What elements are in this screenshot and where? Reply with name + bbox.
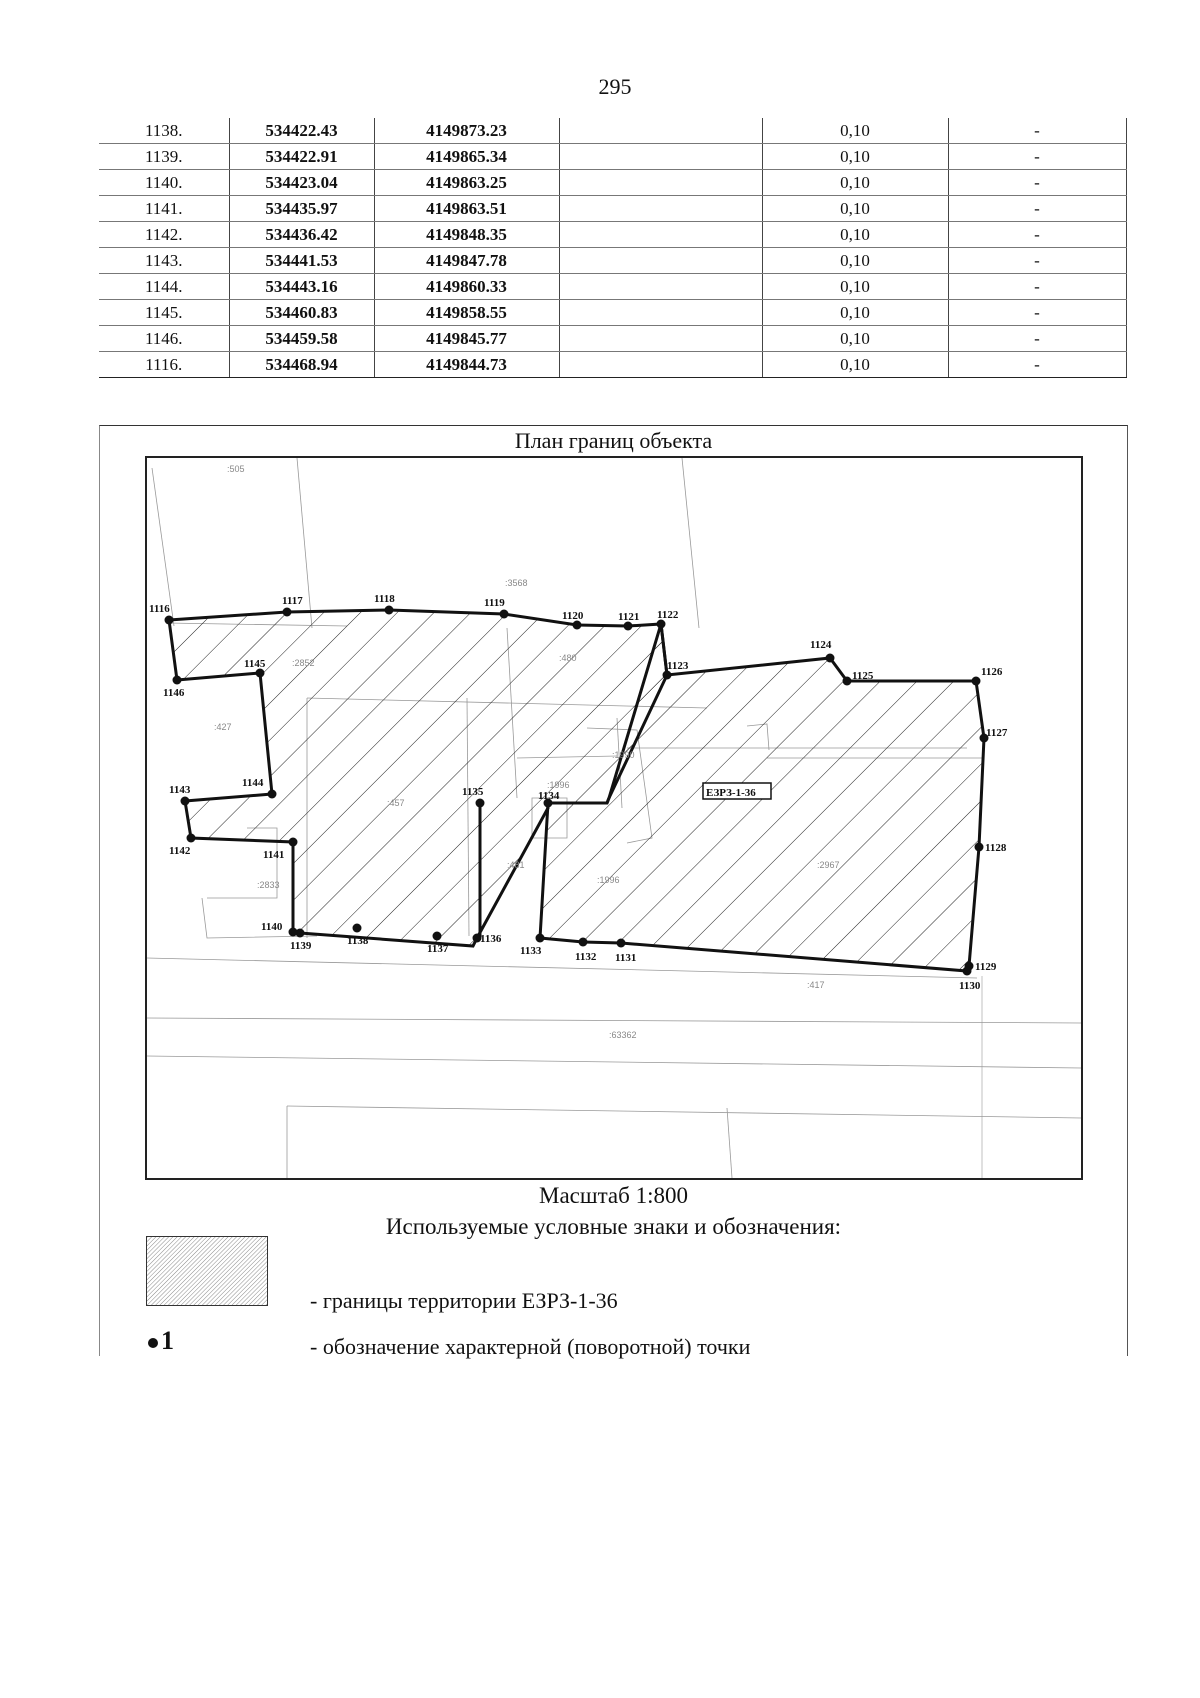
- table-cell-x: 534423.04: [229, 170, 374, 196]
- table-cell-y: 4149848.35: [374, 222, 559, 248]
- table-cell-num: 1144.: [99, 274, 229, 300]
- table-row: [99, 170, 1126, 196]
- boundary-point-marker: [536, 934, 545, 943]
- parcel-label: :63362: [609, 1030, 637, 1040]
- plan-frame: [99, 425, 1128, 1359]
- table-cell-note: -: [948, 222, 1126, 248]
- table-cell-accuracy: 0,10: [762, 300, 948, 326]
- table-cell-blank: [559, 170, 762, 196]
- boundary-point-marker: [289, 928, 298, 937]
- boundary-point-marker: [617, 939, 626, 948]
- boundary-point-label: 1131: [615, 952, 637, 964]
- table-cell-x: 534422.91: [229, 144, 374, 170]
- zone-label: ЕЗРЗ-1-36: [706, 787, 756, 799]
- table-cell-blank: [559, 274, 762, 300]
- boundary-point-marker: [283, 608, 292, 617]
- table-cell-y: 4149865.34: [374, 144, 559, 170]
- boundary-point-marker: [972, 677, 981, 686]
- table-cell-accuracy: 0,10: [762, 326, 948, 352]
- parcel-label: :505: [227, 464, 245, 474]
- table-cell-x: 534435.97: [229, 196, 374, 222]
- table-row: [99, 222, 1126, 248]
- table-cell-num: 1140.: [99, 170, 229, 196]
- boundary-point-marker: [476, 799, 485, 808]
- boundary-point-marker: [268, 790, 277, 799]
- boundary-point-label: 1120: [562, 610, 584, 622]
- boundary-map: [145, 456, 1083, 1180]
- table-row: [99, 300, 1126, 326]
- parcel-label: :480: [559, 653, 577, 663]
- legend-text-territory: - границы территории ЕЗРЗ-1-36: [310, 1288, 618, 1313]
- table-cell-accuracy: 0,10: [762, 274, 948, 300]
- boundary-point-marker: [187, 834, 196, 843]
- hatched-area-icon: [146, 1236, 268, 1306]
- boundary-point-label: 1117: [282, 595, 303, 607]
- boundary-point-label: 1129: [975, 961, 997, 973]
- boundary-point-marker: [181, 797, 190, 806]
- boundary-point-marker: [500, 610, 509, 619]
- table-cell-note: -: [948, 274, 1126, 300]
- table-cell-num: 1146.: [99, 326, 229, 352]
- table-row: [99, 274, 1126, 300]
- table-row: [99, 196, 1126, 222]
- table-row: [99, 248, 1126, 274]
- boundary-point-label: 1143: [169, 784, 191, 796]
- boundary-point-label: 1142: [169, 845, 191, 857]
- boundary-point-marker: [843, 677, 852, 686]
- table-cell-x: 534459.58: [229, 326, 374, 352]
- table-cell-num: 1116.: [99, 352, 229, 378]
- legend-point-symbol: 1: [161, 1326, 174, 1355]
- parcel-label: :2967: [817, 860, 840, 870]
- page-number: 295: [598, 74, 632, 99]
- boundary-point-label: 1146: [163, 687, 185, 699]
- table-cell-y: 4149863.51: [374, 196, 559, 222]
- parcel-label: :3568: [505, 578, 528, 588]
- boundary-point-marker: [963, 967, 972, 976]
- table-cell-num: 1139.: [99, 144, 229, 170]
- boundary-point-label: 1130: [959, 980, 981, 992]
- parcel-label: :1990: [612, 750, 635, 760]
- table-cell-blank: [559, 196, 762, 222]
- table-cell-y: 4149863.25: [374, 170, 559, 196]
- boundary-point-label: 1121: [618, 611, 640, 623]
- boundary-point-label: 1133: [520, 945, 542, 957]
- table-cell-num: 1142.: [99, 222, 229, 248]
- table-cell-num: 1141.: [99, 196, 229, 222]
- table-cell-y: 4149844.73: [374, 352, 559, 378]
- table-cell-note: -: [948, 352, 1126, 378]
- boundary-point-label: 1141: [263, 849, 285, 861]
- table-cell-y: 4149858.55: [374, 300, 559, 326]
- boundary-point-marker: [579, 938, 588, 947]
- table-cell-y: 4149847.78: [374, 248, 559, 274]
- table-cell-blank: [559, 326, 762, 352]
- table-cell-accuracy: 0,10: [762, 144, 948, 170]
- boundary-point-marker: [289, 838, 298, 847]
- boundary-point-label: 1140: [261, 921, 283, 933]
- boundary-point-label: 1144: [242, 777, 264, 789]
- table-cell-note: -: [948, 248, 1126, 274]
- table-cell-y: 4149860.33: [374, 274, 559, 300]
- parcel-label: :427: [214, 722, 232, 732]
- boundary-point-label: 1118: [374, 593, 395, 605]
- table-cell-accuracy: 0,10: [762, 196, 948, 222]
- parcel-label: :2852: [292, 658, 315, 668]
- boundary-point-marker: [173, 676, 182, 685]
- table-cell-note: -: [948, 118, 1126, 144]
- boundary-point-label: 1124: [810, 639, 832, 651]
- table-cell-blank: [559, 118, 762, 144]
- table-cell-blank: [559, 248, 762, 274]
- point-marker-icon: [148, 1326, 174, 1356]
- boundary-point-label: 1138: [347, 935, 369, 947]
- boundary-point-marker: [385, 606, 394, 615]
- boundary-point-label: 1139: [290, 940, 312, 952]
- parcel-label: :457: [387, 798, 405, 808]
- table-cell-blank: [559, 144, 762, 170]
- table-cell-x: 534460.83: [229, 300, 374, 326]
- table-cell-y: 4149873.23: [374, 118, 559, 144]
- table-row: [99, 352, 1126, 378]
- table-cell-x: 534443.16: [229, 274, 374, 300]
- boundary-point-marker: [826, 654, 835, 663]
- legend-text-point: - обозначение характерной (поворотной) точки: [310, 1334, 751, 1359]
- boundary-point-marker: [353, 924, 362, 933]
- table-cell-note: -: [948, 196, 1126, 222]
- table-cell-accuracy: 0,10: [762, 118, 948, 144]
- table-cell-blank: [559, 352, 762, 378]
- boundary-point-marker: [975, 843, 984, 852]
- boundary-point-label: 1125: [852, 670, 874, 682]
- parcel-label: :2833: [257, 880, 280, 890]
- boundary-point-label: 1116: [149, 603, 170, 615]
- boundary-point-label: 1136: [480, 933, 502, 945]
- boundary-point-label: 1132: [575, 951, 597, 963]
- table-cell-blank: [559, 300, 762, 326]
- boundary-point-label: 1123: [667, 660, 689, 672]
- table-cell-num: 1138.: [99, 118, 229, 144]
- table-cell-note: -: [948, 300, 1126, 326]
- table-cell-accuracy: 0,10: [762, 170, 948, 196]
- table-cell-x: 534441.53: [229, 248, 374, 274]
- table-cell-blank: [559, 222, 762, 248]
- boundary-point-label: 1134: [538, 790, 560, 802]
- boundary-point-marker: [433, 932, 442, 941]
- table-cell-note: -: [948, 144, 1126, 170]
- boundary-point-label: 1122: [657, 609, 679, 621]
- table-cell-x: 534468.94: [229, 352, 374, 378]
- table-row: [99, 118, 1126, 144]
- table-cell-note: -: [948, 170, 1126, 196]
- table-cell-accuracy: 0,10: [762, 352, 948, 378]
- boundary-map-drawing: [147, 458, 1081, 1178]
- boundary-point-label: 1128: [985, 842, 1007, 854]
- plan-title: План границ объекта: [514, 428, 713, 453]
- boundary-point-label: 1127: [986, 727, 1008, 739]
- table-cell-x: 534422.43: [229, 118, 374, 144]
- table-cell-accuracy: 0,10: [762, 222, 948, 248]
- parcel-label: :481: [507, 860, 525, 870]
- table-row: [99, 326, 1126, 352]
- table-cell-num: 1145.: [99, 300, 229, 326]
- parcel-label: :1996: [547, 780, 570, 790]
- boundary-point-label: 1145: [244, 658, 266, 670]
- table-cell-x: 534436.42: [229, 222, 374, 248]
- scale-label: Масштаб 1:800: [539, 1183, 688, 1208]
- boundary-point-marker: [165, 616, 174, 625]
- table-row: [99, 144, 1126, 170]
- boundary-point-label: 1126: [981, 666, 1003, 678]
- parcel-label: :1996: [597, 875, 620, 885]
- legend-title: Используемые условные знаки и обозначения:: [385, 1214, 842, 1239]
- table-cell-accuracy: 0,10: [762, 248, 948, 274]
- table-cell-num: 1143.: [99, 248, 229, 274]
- table-cell-note: -: [948, 326, 1126, 352]
- boundary-point-label: 1135: [462, 786, 484, 798]
- table-cell-y: 4149845.77: [374, 326, 559, 352]
- coordinates-table: [99, 118, 1127, 378]
- parcel-label: :417: [807, 980, 825, 990]
- boundary-point-label: 1137: [427, 943, 449, 955]
- boundary-point-label: 1119: [484, 597, 505, 609]
